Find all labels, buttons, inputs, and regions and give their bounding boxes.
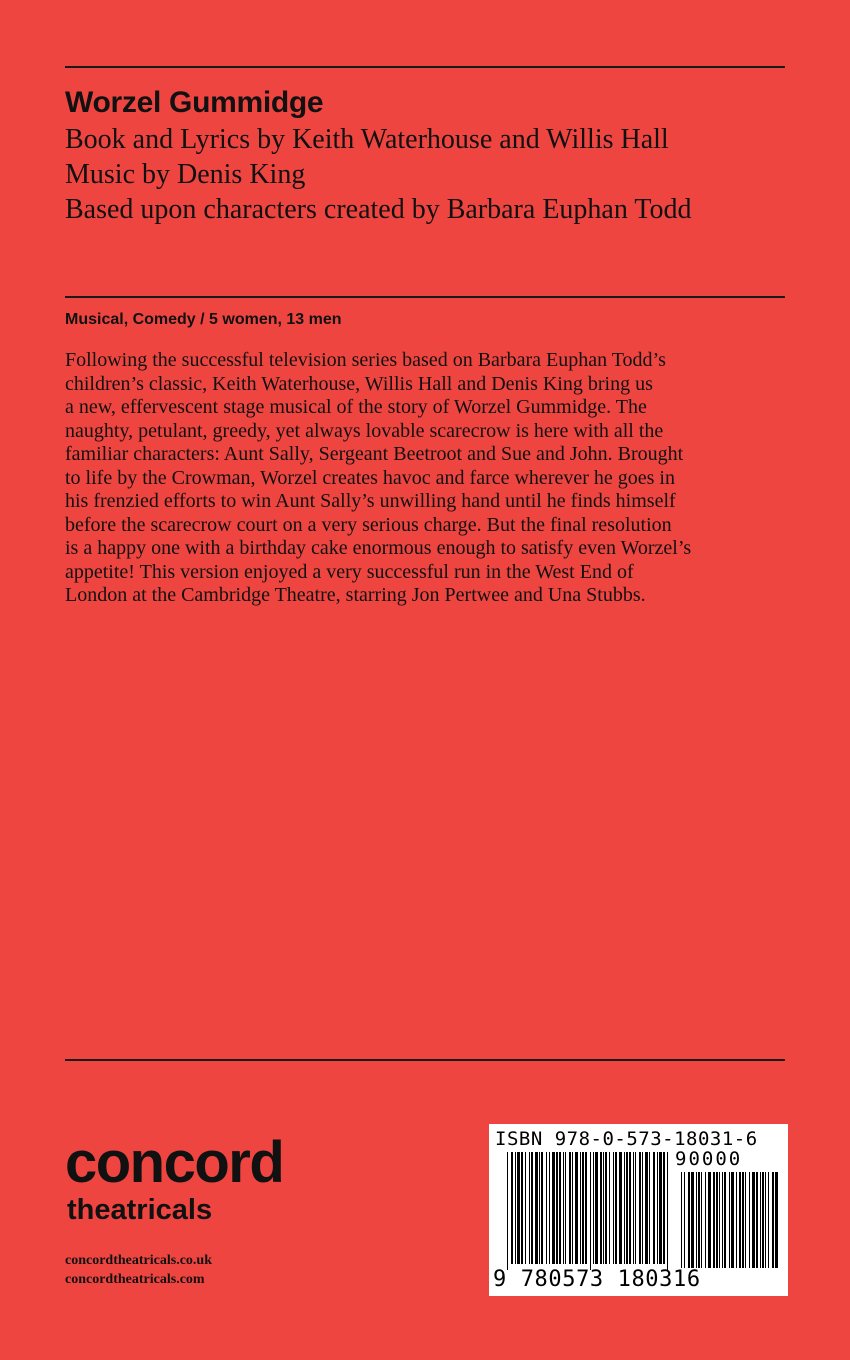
middle-rule [65, 296, 785, 298]
logo-main-text: concord [65, 1130, 284, 1195]
barcode-bar [729, 1172, 730, 1268]
barcode-bar [556, 1152, 558, 1264]
barcode-bar [539, 1152, 540, 1264]
credit-line: Based upon characters created by Barbara Euphan Todd [65, 194, 692, 225]
barcode-bar [742, 1172, 744, 1268]
barcode-bar [593, 1152, 594, 1264]
barcode-bar [546, 1152, 547, 1264]
barcode-bar [701, 1172, 702, 1268]
barcode-bar [736, 1172, 737, 1268]
barcode-bar [629, 1152, 631, 1264]
book-title: Worzel Gummidge [65, 86, 324, 119]
barcode-bar [552, 1152, 555, 1264]
barcode-bar [635, 1152, 636, 1264]
barcode-bar [626, 1152, 628, 1264]
barcode-bar [772, 1172, 774, 1268]
barcode-bar [624, 1152, 625, 1264]
barcode-bar [531, 1152, 533, 1264]
synopsis-line: his frenzied efforts to win Aunt Sally’s unwilling hand until he finds himself [65, 490, 676, 512]
barcode-bar [696, 1172, 697, 1268]
barcode-bar [762, 1172, 764, 1268]
barcode-bar [595, 1152, 598, 1264]
synopsis-line: Following the successful television series based on Barbara Euphan Todd’s [65, 349, 666, 371]
barcode-bar [633, 1152, 634, 1264]
synopsis [65, 349, 795, 608]
barcode-bar [688, 1172, 690, 1268]
synopsis-line: to life by the Crowman, Worzel creates havoc and farce wherever he goes in [65, 466, 675, 489]
barcode-bar [619, 1152, 622, 1264]
barcode-bar [739, 1172, 741, 1268]
barcode-bar [615, 1152, 617, 1264]
barcode-bar [745, 1172, 746, 1268]
synopsis-line: familiar characters: Aunt Sally, Sergeant Beetroot and Sue and John. Brought [65, 443, 684, 465]
barcode-bar [705, 1172, 706, 1268]
isbn-barcode [489, 1124, 788, 1296]
barcode-bar [659, 1152, 662, 1264]
barcode-bar [529, 1152, 530, 1264]
barcode-bar [653, 1152, 655, 1264]
barcode-bar [590, 1152, 591, 1270]
barcode-bar [541, 1152, 543, 1264]
barcode-bar [605, 1152, 607, 1264]
barcode-bar [756, 1172, 758, 1268]
synopsis-line: London at the Cambridge Theatre, starring Jon Pertwee and Una Stubbs. [65, 584, 646, 606]
barcode-bar [716, 1172, 718, 1268]
barcode-bar [749, 1172, 750, 1268]
synopsis-line: before the scarecrow court on a very serious charge. But the final resolution [65, 513, 672, 536]
barcode-bar [563, 1152, 564, 1264]
url-com: concordtheatricals.com [65, 1272, 205, 1287]
barcode-bar [722, 1172, 723, 1268]
publisher-urls [65, 1251, 212, 1289]
barcode-bar [613, 1152, 614, 1264]
price-addon: 90000 [675, 1148, 743, 1170]
synopsis-line: is a happy one with a birthday cake enormous enough to satisfy even Worzel’s [65, 537, 692, 559]
barcode-bar [698, 1172, 700, 1268]
isbn-label: ISBN 978-0-573-18031-6 [495, 1128, 758, 1150]
synopsis-line: appetite! This version enjoyed a very successful run in the West End of [65, 560, 634, 583]
barcode-bar [535, 1152, 538, 1264]
barcode-bar [511, 1152, 513, 1264]
ean-number: 9 780573 180316 [493, 1267, 701, 1292]
genre-cast: Musical, Comedy / 5 women, 13 men [65, 311, 342, 328]
barcode-bar [521, 1152, 523, 1264]
barcode-bar [549, 1152, 550, 1264]
barcode-bar [603, 1152, 604, 1264]
barcode-bar [681, 1172, 682, 1268]
barcode-bar [565, 1152, 566, 1264]
barcode-bar [515, 1152, 516, 1264]
barcode-bar [731, 1172, 734, 1268]
barcode-bar [559, 1152, 561, 1264]
barcode-bar [691, 1172, 694, 1268]
barcode-bar [775, 1172, 778, 1268]
barcode-bar [609, 1152, 610, 1264]
barcode-bar [765, 1172, 766, 1268]
barcode-bar [649, 1152, 650, 1264]
barcode-bar [575, 1152, 578, 1264]
barcode-bar [580, 1152, 581, 1264]
barcode-bar [525, 1152, 526, 1264]
barcode-bar [600, 1152, 602, 1264]
barcode-bar [645, 1152, 648, 1264]
credit-line: Music by Denis King [65, 159, 306, 190]
synopsis-line: children’s classic, Keith Waterhouse, Willis Hall and Denis King bring us [65, 372, 653, 395]
barcode-bar [517, 1152, 520, 1264]
credit-line: Book and Lyrics by Keith Waterhouse and Willis Hall [65, 124, 669, 155]
barcode-bar [667, 1152, 668, 1270]
barcode-bar [657, 1152, 658, 1264]
barcode-bar [768, 1172, 769, 1268]
barcode-bar [507, 1152, 508, 1270]
bottom-rule [65, 1059, 785, 1061]
barcode-bar [713, 1172, 715, 1268]
logo-sub-text: theatricals [67, 1194, 213, 1226]
barcode-bar [639, 1152, 641, 1264]
barcode-bar [569, 1152, 571, 1264]
barcode-bar [724, 1172, 726, 1268]
barcode-bar [719, 1172, 720, 1268]
url-uk: concordtheatricals.co.uk [65, 1253, 212, 1268]
synopsis-line: a new, effervescent stage musical of the story of Worzel Gummidge. The [65, 396, 647, 418]
barcode-bar [582, 1152, 584, 1264]
synopsis-line: naughty, petulant, greedy, yet always lovable scarecrow is here with all the [65, 419, 664, 442]
barcode-bar [684, 1172, 685, 1268]
barcode-bar [642, 1152, 643, 1264]
top-rule [65, 66, 785, 68]
barcode-bar [663, 1152, 665, 1264]
barcode-bar [760, 1172, 761, 1268]
barcode-bar [708, 1172, 711, 1268]
barcode-bar [752, 1172, 755, 1268]
barcode-bar [572, 1152, 573, 1264]
publisher-logo [65, 1132, 283, 1226]
barcode-bar [585, 1152, 587, 1264]
credits-block [65, 122, 692, 227]
